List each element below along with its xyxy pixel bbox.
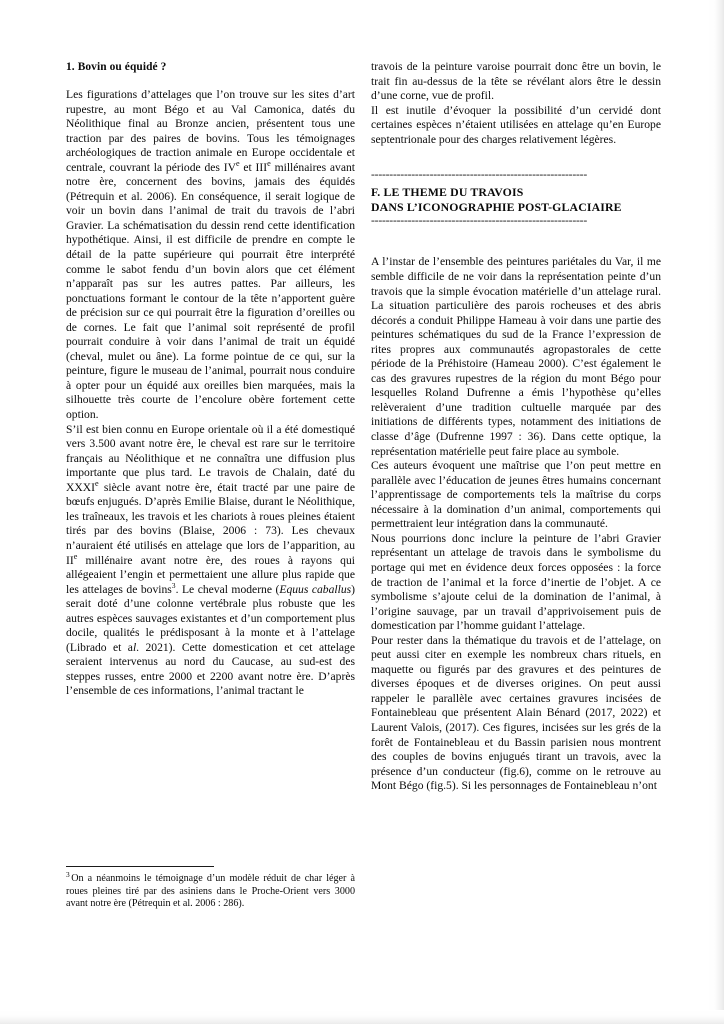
left-column	[66, 60, 355, 699]
right-column	[371, 60, 661, 794]
paragraph: Ces auteurs évoquent une maîtrise que l’on peut mettre en parallèle avec l’éducation de jeunes êtres humains concernant l’apprentissage de comportements tels la maîtrise du corps nécessaire à la domination d’un animal, comportements qui permettraient leur intégration dans la communauté.	[371, 459, 661, 531]
paragraph: S’il est bien connu en Europe orientale où il a été domestiqué vers 3.500 avant notre ère, le cheval est rare sur le territoire français au Néolithique et ne connaîtra une diffusion plus importante que plus tard. Le travois de Chalain, daté du XXXIe siècle avant notre ère, était tracté par une paire de bœufs enjugués. D’après Emilie Blaise, durant le Néolithique, les traîneaux, les travois et les chariots à roues pleines étaient tirés par des bovins (Blaise, 2006 : 73). Les chevaux n’auraient été utilisés en attelage que lors de l’apparition, au IIe millénaire avant notre ère, des roues à rayons qui allégeaient l’engin et permettaient une allure plus rapide que les attelages de bovins$^3$. Le cheval moderne (Equus caballus) serait doté d’une colonne vertébrale plus robuste que les autres espèces sauvages existantes et d’un comportement plus docile, qualités le prédisposant à la monte et à l’attelage (Librado et al. 2021). Cette domestication et cet attelage seraient intervenus au nord du Caucase, au sud-est des steppes russes, entre 2000 et 2200 avant notre ère. D’après l’ensemble de ces informations, l’animal tractant le	[66, 422, 356, 698]
paragraph: A l’instar de l’ensemble des peintures pariétales du Var, il me semble difficile de ne voir dans la représentation peinte d’un travois que la simple évocation matérielle d’un attelage rural. La situation particulière des parois rocheuses et des abris décorés a conduit Philippe Hameau à voir dans une partie des peintures schématiques du sud de la France l’expression de rites propres aux communautés agropastorales de cette période de la Préhistoire (Hameau 2000). C’est également le cas des gravures rupestres de la région du mont Bégo pour lesquelles Roland Dufrenne a émis l’hypothèse qu’elles relèveraient d’une tradition cultuelle marquée par des initiations de différents types, notamment des initiations de classe d’âge (Dufrenne 1997 : 36). Dans cette optique, la représentation matérielle peut faire place au symbole.	[371, 255, 661, 458]
paragraph: Les figurations d’attelages que l’on trouve sur les sites d’art rupestre, au mont Bégo et au Val Camonica, datés du Néolithique final au Bronze ancien, présentent tous une traction par des paires de bovins. Tous les témoignages archéologiques de traction animale en Europe occidentale et centrale, couvrant la période des IVe et IIIe millénaires avant notre ère, concernent des bovins, jamais des équidés (Pétrequin et al. 2006). En conséquence, il serait logique de voir un bovin dans l’animal de trait du travois de l’abri Gravier. La schématisation du dessin rend cette identification hypothétique. Ainsi, il est difficile de prendre en compte le détail de la patte supérieure qui pourrait être interprété comme le sabot fendu d’un bovin alors que cet élément n’apparaît pas sur les autres pattes. Par ailleurs, les ponctuations formant le contour de la tête n’apportent guère de précision sur ce qui pourrait être la figuration d’oreilles ou de cornes. Le fait que l’animal soit représenté de profil pourrait conduire à voir dans l’animal de trait un équidé (cheval, mulet ou âne). La forme pointue de ce qui, sur la peinture, figure le museau de l’animal, pourrait nous conduire à opter pour un équidé aux oreilles bien marquées, mais la silhouette très courte de l’encolure obère fortement cette option.	[66, 88, 355, 422]
section-heading-line-1: F. LE THEME DU TRAVOIS	[371, 185, 524, 200]
section-heading	[371, 185, 661, 214]
paragraph: Nous pourrions donc inclure la peinture de l’abri Gravier représentant un attelage de travois dans le symbolisme du portage qui met en évidence deux forces opposées : la force de traction de l’animal et la force d’inertie de l’objet. A ce symbolisme s’ajoute celui de la domination de l’animal, à l’origine sauvage, par un travail d’apprivoisement puis de domestication par l’homme guidant l’attelage.	[371, 531, 661, 633]
paragraph: Pour rester dans la thématique du travois et de l’attelage, on peut aussi citer en exemple les nombreux chars rituels, en maquette ou figurés par des gravures et des peintures de diverses époques et de diverses origines. On peut aussi rappeler le parallèle avec certaines gravures incisées de Fontainebleau que présentent Alain Bénard (2017, 2022) et Laurent Valois, (2017). Ces figures, incisées sur les grés de la forêt de Fontainebleau et du Bassin parisien nous montrent des couples de bovins enjugués tirant un travois, avec la présence d’un conducteur (fig.6), comme on le retrouve au Mont Bégo (fig.5). Si les personnages de Fontainebleau n’ont	[371, 633, 661, 793]
footnote-separator-rule	[66, 866, 214, 867]
footnote-marker: 3	[66, 869, 70, 879]
spacer	[371, 147, 661, 170]
dashed-rule-below-heading: -----------------------------------------------------------	[371, 216, 587, 228]
footnote-body: On a néanmoins le témoignage d’un modèle réduit de char léger à roues pleines tiré par des asiniens dans le Proche-Orient vers 3000 avant notre ère (Pétrequin et al. 2006 : 286).	[66, 873, 355, 910]
spacer	[371, 228, 661, 255]
footnote-reference-3: 3	[171, 580, 176, 590]
paragraph: Il est inutile d’évoquer la possibilité d’un cervidé dont certaines espèces n’étaient utilisées en attelage qu’en Europe septentrionale pour des charges relativement légères.	[371, 103, 661, 146]
footnote-block	[66, 866, 355, 911]
page-edge-bottom	[0, 1010, 724, 1024]
dashed-rule-above-heading: -----------------------------------------------------------	[371, 170, 587, 182]
text-columns	[66, 60, 660, 980]
section-number-heading: 1. Bovin ou équidé ?	[66, 61, 167, 73]
page-edge-right	[708, 0, 724, 1024]
section-heading-line-2: DANS L’ICONOGRAPHIE POST-GLACIAIRE	[371, 199, 622, 214]
paragraph: travois de la peinture varoise pourrait donc être un bovin, le trait fin au-dessus de la tête se révélant alors être le dessin d’une corne, vue de profil.	[371, 60, 661, 103]
footnote-text	[66, 869, 355, 911]
